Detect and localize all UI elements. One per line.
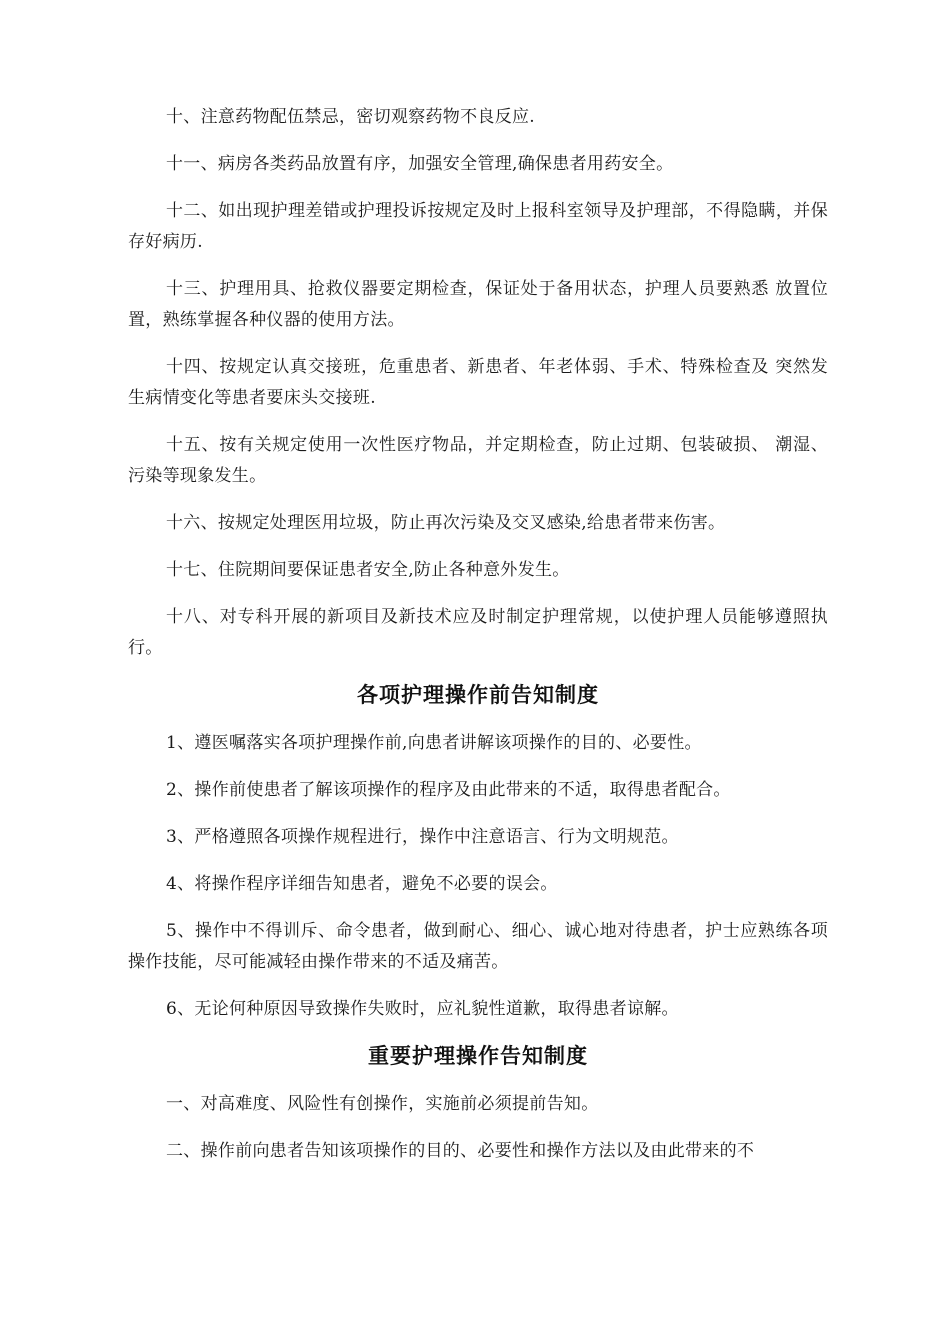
rule-item-14: 十四、按规定认真交接班，危重患者、新患者、年老体弱、手术、特殊检查及 突然发生病情变化等患者要床头交接班. xyxy=(128,357,828,408)
notice-item-3: 3、严格遵照各项操作规程进行，操作中注意语言、行为文明规范。 xyxy=(166,827,679,847)
rule-item-18: 十八、对专科开展的新项目及新技术应及时制定护理常规，以使护理人员能够遵照执行。 xyxy=(128,607,828,658)
rule-item-15: 十五、按有关规定使用一次性医疗物品，并定期检查，防止过期、包装破损、 潮湿、污染等现象发生。 xyxy=(128,435,828,486)
rule-item-13: 十三、护理用具、抢救仪器要定期检查，保证处于备用状态，护理人员要熟悉 放置位置，熟练掌握各种仪器的使用方法。 xyxy=(128,279,828,330)
notice-item-2: 2、操作前使患者了解该项操作的程序及由此带来的不适，取得患者配合。 xyxy=(166,780,731,800)
notice-item-5: 5、操作中不得训斥、命令患者，做到耐心、细心、诚心地对待患者，护士应熟练各项操作技能，尽可能减轻由操作带来的不适及痛苦。 xyxy=(128,921,828,972)
rule-item-16: 十六、按规定处理医用垃圾，防止再次污染及交叉感染,给患者带来伤害。 xyxy=(166,513,726,533)
document-content xyxy=(128,102,828,1183)
notice-item-6: 6、无论何种原因导致操作失败时，应礼貌性道歉，取得患者谅解。 xyxy=(166,999,679,1019)
section-heading-pre-operation-notice: 各项护理操作前告知制度 xyxy=(357,683,599,707)
rule-item-17: 十七、住院期间要保证患者安全,防止各种意外发生。 xyxy=(166,560,570,580)
important-item-2: 二、操作前向患者告知该项操作的目的、必要性和操作方法以及由此带来的不 xyxy=(166,1141,755,1161)
section-heading-important-operation-notice: 重要护理操作告知制度 xyxy=(368,1044,588,1068)
important-item-1: 一、对高难度、风险性有创操作，实施前必须提前告知。 xyxy=(166,1094,599,1114)
notice-item-4: 4、将操作程序详细告知患者，避免不必要的误会。 xyxy=(166,874,558,894)
rule-item-10: 十、注意药物配伍禁忌，密切观察药物不良反应. xyxy=(166,107,536,127)
rule-item-11: 十一、病房各类药品放置有序，加强安全管理,确保患者用药安全。 xyxy=(166,154,674,174)
notice-item-1: 1、遵医嘱落实各项护理操作前,向患者讲解该项操作的目的、必要性。 xyxy=(166,733,702,753)
rule-item-12: 十二、如出现护理差错或护理投诉按规定及时上报科室领导及护理部，不得隐瞒，并保存好病历. xyxy=(128,201,828,252)
